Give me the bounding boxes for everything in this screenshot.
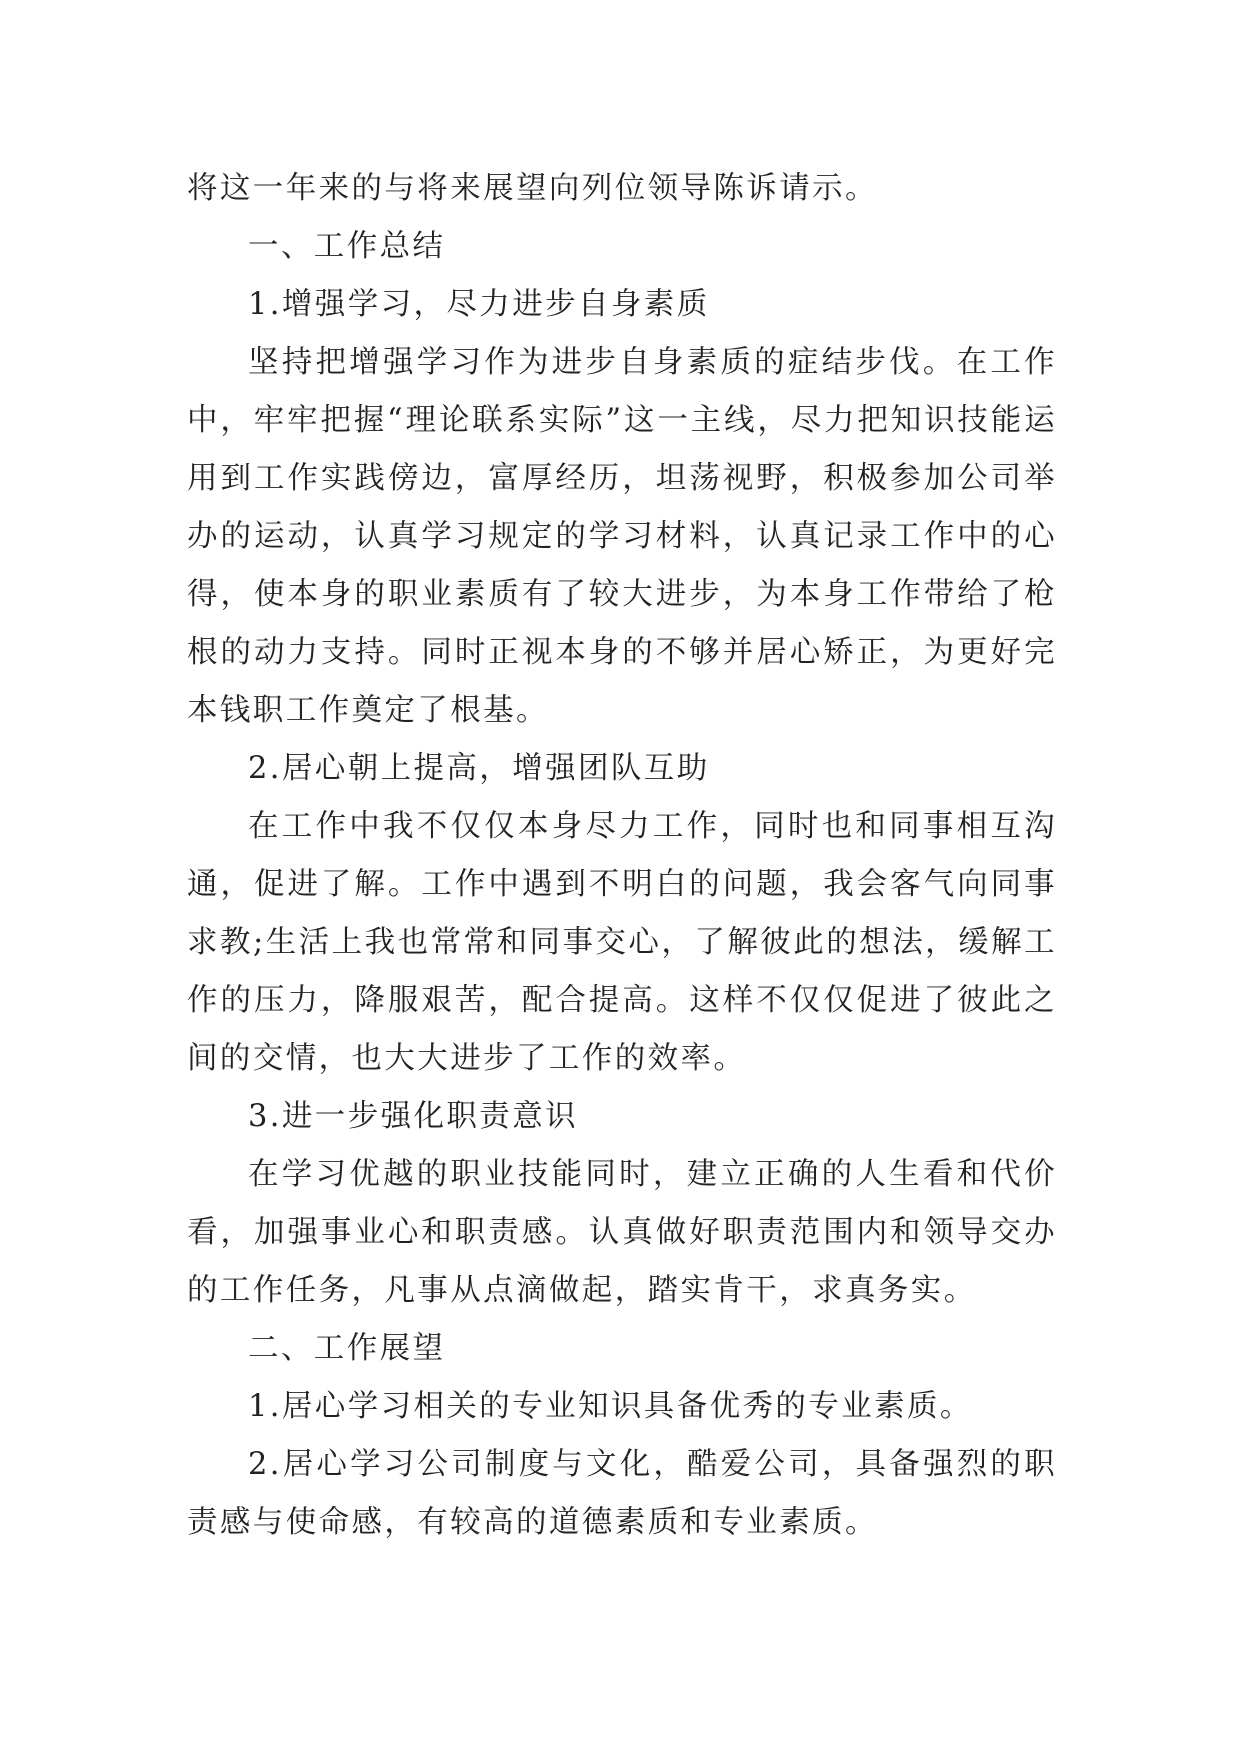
intro-line: 将这一年来的与将来展望向列位领导陈诉请示。 [187, 171, 878, 206]
item-3-body: 在学习优越的职业技能同时，建立正确的人生看和代价看，加强事业心和职责感。认真做好职责范围内和领导交办的工作任务，凡事从点滴做起，踏实肯干，求真务实。 [187, 1157, 1057, 1308]
section-1-heading: 一、工作总结 [248, 229, 446, 264]
item-2-body: 在工作中我不仅仅本身尽力工作，同时也和同事相互沟通，促进了解。工作中遇到不明白的问题，我会客气向同事求教;生活上我也常常和同事交心，了解彼此的想法，缓解工作的压力，降服艰苦，配合提高。这样不仅仅促进了彼此之间的交情，也大大进步了工作的效率。 [187, 809, 1057, 1076]
item-1-heading: 1.增强学习，尽力进步自身素质 [248, 287, 710, 322]
document-body [187, 160, 1057, 1552]
item-2-heading: 2.居心朝上提高，增强团队互助 [248, 751, 710, 786]
item-3-heading: 3.进一步强化职责意识 [248, 1099, 578, 1134]
outlook-item-1: 1.居心学习相关的专业知识具备优秀的专业素质。 [248, 1389, 973, 1424]
outlook-item-2: 2.居心学习公司制度与文化，酷爱公司，具备强烈的职责感与使命感，有较高的道德素质和专业素质。 [187, 1447, 1057, 1540]
section-2-heading: 二、工作展望 [248, 1331, 446, 1366]
item-1-body: 坚持把增强学习作为进步自身素质的症结步伐。在工作中，牢牢把握“理论联系实际”这一主线，尽力把知识技能运用到工作实践傍边，富厚经历，坦荡视野，积极参加公司举办的运动，认真学习规定的学习材料，认真记录工作中的心得，使本身的职业素质有了较大进步，为本身工作带给了枪根的动力支持。同时正视本身的不够并居心矫正，为更好完本钱职工作奠定了根基。 [187, 345, 1057, 728]
